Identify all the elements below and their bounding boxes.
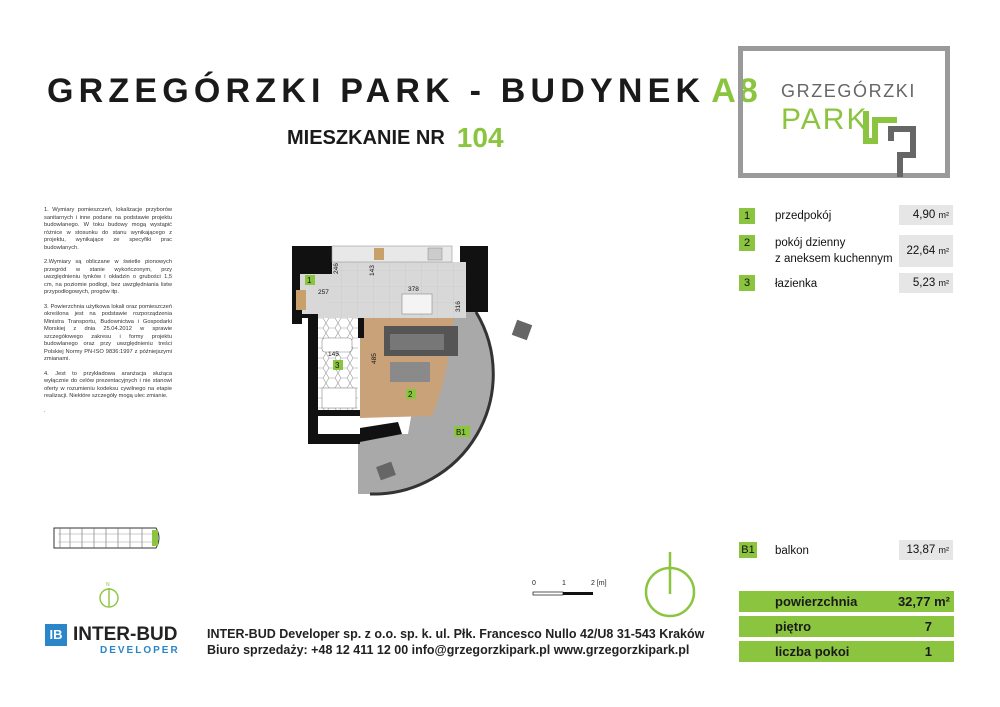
logo-p-mark-icon <box>863 107 923 177</box>
notes <box>44 207 172 422</box>
plan-label-3: 3 <box>335 361 340 370</box>
room-2-name: pokój dzienny <box>775 237 846 249</box>
apartment-heading <box>287 119 504 151</box>
ib-developer: DEVELOPER <box>100 645 180 656</box>
plan-label-1: 1 <box>307 276 312 285</box>
note-2: 2.Wymiary są obliczane w świetle pionowych przegród w stanie wykończonym, przy uwzględnieniu tynków i okładzin o grubości 1,5 cm, na poziomie podłogi, bez uwzględniania listw przypodłogowych, progów itp. <box>44 259 172 295</box>
key-plan <box>52 520 164 556</box>
dim-143: 143 <box>369 265 376 276</box>
summary-rooms-row <box>739 641 954 662</box>
room-3-number: 3 <box>739 275 755 291</box>
summary-floor-value: 7 <box>924 619 932 634</box>
ib-icon: IB <box>45 624 67 646</box>
dim-316: 316 <box>455 301 462 312</box>
room-3-area: 5,23 m² <box>899 273 953 293</box>
summary-floor-row <box>739 616 954 637</box>
room-2-area: 22,64 m² <box>899 235 953 267</box>
park-logo <box>738 46 950 178</box>
svg-text:N: N <box>106 582 110 588</box>
ib-brand: INTER-BUD <box>73 624 178 645</box>
dim-257: 257 <box>318 289 329 296</box>
apartment-label: MIESZKANIE NR <box>287 127 445 149</box>
dim-145: 145 <box>328 351 339 358</box>
room-3-name: łazienka <box>775 278 818 290</box>
balcony-number: B1 <box>739 542 757 558</box>
compass-icon <box>642 548 698 620</box>
logo-line1: GRZEGÓRZKI <box>781 81 917 101</box>
company-info: INTER-BUD Developer sp. z o.o. sp. k. ul. Płk. Francesco Nullo 42/U8 31-543 Kraków <box>207 627 705 641</box>
coffee-table <box>390 362 430 382</box>
scale-label-2: 2 [m] <box>591 580 607 587</box>
summary-area-row <box>739 591 954 612</box>
note-1: 1. Wymiary pomieszczeń, lokalizacje przyborów sanitarnych i inne podane na podstawie projektu budowlanego. W toku budowy mogą wystąpić różnice w stosunku do stanu wynikającego z projektu, wynikające ze specyfiki prac budowlanych. <box>44 207 172 251</box>
room-1-area: 4,90 m² <box>899 205 953 225</box>
balcony-name: balkon <box>775 545 809 557</box>
summary-rooms-value: 1 <box>924 644 932 659</box>
plan-label-2: 2 <box>408 390 413 399</box>
room-2-name-line2: z aneksem kuchennym <box>775 253 893 265</box>
dim-378: 378 <box>408 286 419 293</box>
dim-485: 485 <box>371 353 378 364</box>
scale-bar <box>532 590 602 598</box>
building-code: A8 <box>711 72 761 110</box>
kitchen-floor <box>326 262 466 318</box>
scale-label-1: 1 <box>562 580 566 587</box>
summary-floor-label: piętro <box>775 619 812 634</box>
summary-area-label: powierzchnia <box>775 594 858 609</box>
summary-rooms-label: liczba pokoi <box>775 644 850 659</box>
compass-small-icon <box>98 580 122 610</box>
room-1-number: 1 <box>739 208 755 224</box>
summary-area-value: 32,77 m² <box>897 594 950 609</box>
floor-plan <box>278 238 553 500</box>
room-2-number: 2 <box>739 235 755 251</box>
balcony-area: 13,87 m² <box>899 540 953 560</box>
logo-line2: PARK <box>781 103 869 136</box>
page-title <box>47 72 761 111</box>
contact-info: Biuro sprzedaży: +48 12 411 12 00 info@grzegorzkipark.pl www.grzegorzkipark.pl <box>207 643 690 657</box>
hall-shelf <box>296 290 306 310</box>
scale-label-0: 0 <box>532 580 536 587</box>
note-3: 3. Powierzchnia użytkowa lokali oraz pomieszczeń określona jest na podstawie rozporządzenia Ministra Transportu, Budownictwa i Gospodarki Morskiej z dnia 25.04.2012 w sprawie szczegółowego zakresu i formy projektu budowlanego oraz przy uwzględnieniu treści Polskiej Normy PN-ISO 9836:1997 z późniejszymi zmianami. <box>44 303 172 362</box>
plan-label-b1: B1 <box>456 428 466 437</box>
dim-246: 246 <box>333 263 340 274</box>
title-text: GRZEGÓRZKI PARK - BUDYNEK <box>47 72 706 110</box>
apartment-number: 104 <box>456 122 504 153</box>
note-5: . <box>44 407 46 414</box>
dining-table <box>402 294 432 314</box>
note-4: 4. Jest to przykładowa aranżacja służąca wyłącznie do celów prezentacyjnych i nie stanowi oferty w rozumieniu kodeksu cywilnego na etapie realizacji. Niektóre szczegóły mogą ulec zmianie. <box>44 370 172 399</box>
room-1-name: przedpokój <box>775 210 832 222</box>
